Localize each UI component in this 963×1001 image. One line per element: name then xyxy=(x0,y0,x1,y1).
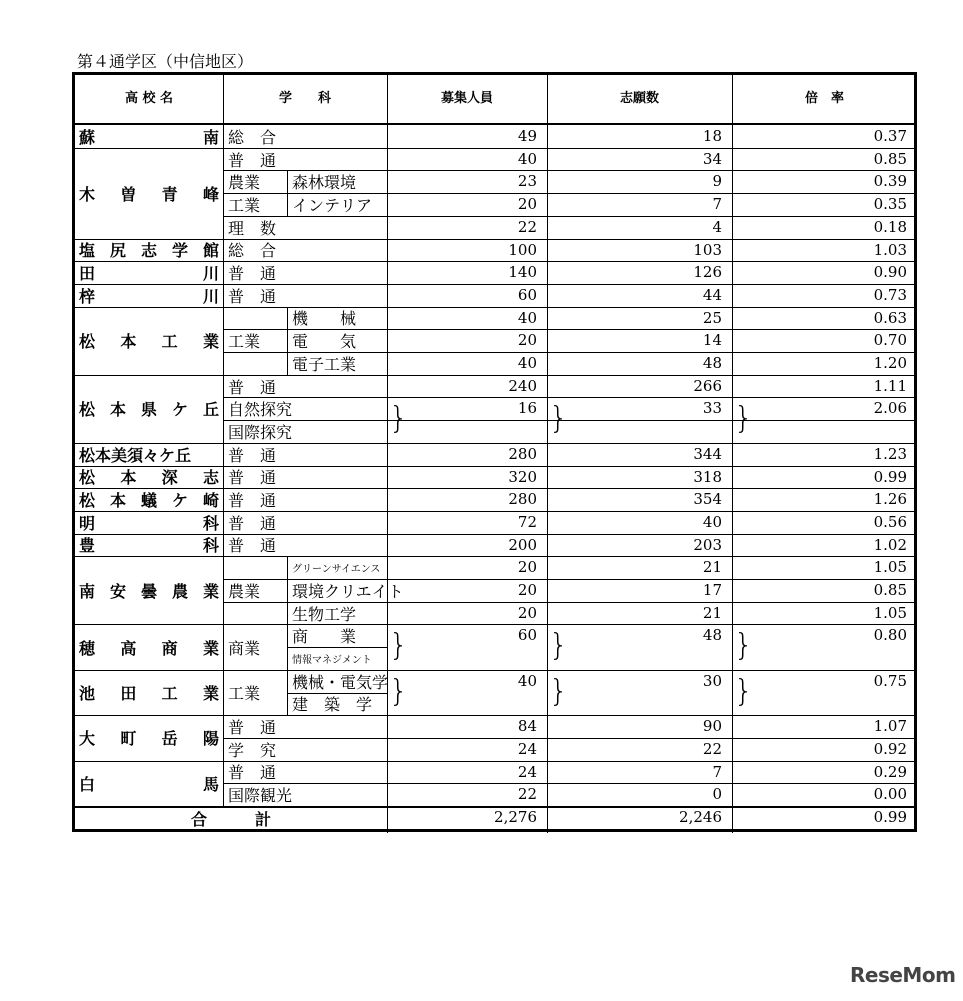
total-label: 合 計 xyxy=(190,809,271,829)
school-name-char: 馬 xyxy=(202,774,219,794)
header-school: 高 校 名 xyxy=(124,91,174,106)
value-cap: 40 xyxy=(517,308,537,327)
value-ratio: 0.75 xyxy=(873,671,907,690)
department: 国際観光 xyxy=(228,786,293,806)
value-cap: 40 xyxy=(517,354,537,372)
value-cap: 60 xyxy=(517,285,537,304)
school-name-char: 田 xyxy=(79,264,96,284)
header-dept: 学 科 xyxy=(278,91,331,106)
school-name-char: 業 xyxy=(202,683,219,703)
value-app: 48 xyxy=(702,354,722,372)
school-name-char: 峰 xyxy=(202,184,219,204)
value-app: 266 xyxy=(693,376,722,395)
value-app: 48 xyxy=(702,626,722,645)
department: 普 通 xyxy=(228,150,277,170)
column-divider xyxy=(287,602,288,625)
value-cap xyxy=(387,420,547,443)
value-cap: 20 xyxy=(517,195,537,214)
school-name-char: 本 xyxy=(109,491,126,511)
school-name-char: 業 xyxy=(202,638,219,658)
value-cap: 40 xyxy=(517,671,537,690)
school-name-char: 農 xyxy=(171,581,188,601)
department: 普 通 xyxy=(228,286,277,306)
school-name xyxy=(75,511,223,534)
value-app: 25 xyxy=(702,308,722,327)
value-cap: 23 xyxy=(517,172,537,191)
school-name-char: ケ xyxy=(171,491,188,511)
value-ratio: 0.73 xyxy=(873,285,907,304)
header-ratio: 倍 率 xyxy=(804,91,844,106)
column-divider xyxy=(287,624,288,669)
sub-department: 環境クリエイト xyxy=(292,581,404,601)
total-ratio: 0.99 xyxy=(873,808,907,826)
value-ratio: 1.23 xyxy=(873,444,907,463)
value-app: 90 xyxy=(702,717,722,736)
school-name-char: 梓 xyxy=(79,286,96,306)
department: 普 通 xyxy=(228,513,277,533)
department: 自然探究 xyxy=(228,400,293,420)
school-name-char: 町 xyxy=(120,729,137,749)
value-app: 4 xyxy=(712,217,722,236)
value-ratio: 1.20 xyxy=(873,354,907,372)
value-cap: 20 xyxy=(517,581,537,599)
value-app: 318 xyxy=(693,467,722,486)
value-app: 7 xyxy=(712,762,722,781)
admissions-table xyxy=(72,72,917,832)
value-ratio: 1.03 xyxy=(873,240,907,259)
value-cap: 20 xyxy=(517,603,537,622)
school-name-char: 安 xyxy=(109,581,126,601)
column-divider xyxy=(547,75,548,833)
value-cap: 84 xyxy=(517,717,537,736)
department: 普 通 xyxy=(228,264,277,284)
value-cap: 24 xyxy=(517,762,537,781)
value-cap: 280 xyxy=(508,490,537,509)
school-name-char: 蟻 xyxy=(140,491,157,511)
value-app2: 22 xyxy=(702,739,722,758)
column-divider xyxy=(287,556,288,579)
school-name xyxy=(75,488,223,511)
department: 商業 xyxy=(228,638,261,658)
column-divider xyxy=(223,75,224,806)
school-name-char: 曇 xyxy=(140,581,157,601)
school-name-char: 本 xyxy=(109,400,126,420)
value-ratio: 1.05 xyxy=(873,603,907,622)
column-divider xyxy=(287,670,288,715)
department: 普 通 xyxy=(228,468,277,488)
school-name-char: ケ xyxy=(171,400,188,420)
value-cap: 100 xyxy=(508,240,537,259)
value-app: 21 xyxy=(702,603,722,622)
department: 農業 xyxy=(228,173,261,193)
department: 工業 xyxy=(228,683,261,703)
value-ratio: 0.37 xyxy=(873,127,907,145)
value-ratio: 1.02 xyxy=(873,535,907,554)
school-name-char: 白 xyxy=(79,774,96,794)
department: 普 通 xyxy=(228,718,277,738)
value-app: 21 xyxy=(702,558,722,577)
value-ratio: 0.29 xyxy=(873,762,907,781)
school-name xyxy=(75,284,223,307)
brace-mark: } xyxy=(734,401,754,437)
value-ratio: 0.85 xyxy=(873,581,907,599)
value-cap: 200 xyxy=(508,535,537,554)
department: 普 通 xyxy=(228,377,277,397)
page-title: 第４通学区（中信地区） xyxy=(77,52,254,71)
value-ratio: 1.26 xyxy=(873,490,907,509)
column-divider xyxy=(387,75,388,833)
value-app xyxy=(547,420,732,443)
school-name-char: 池 xyxy=(79,683,96,703)
value-cap: 140 xyxy=(508,263,537,282)
sub-department: 機 械 xyxy=(292,309,357,329)
school-name-char: 南 xyxy=(202,127,219,147)
brace-mark: } xyxy=(389,673,409,709)
row-divider xyxy=(287,647,387,648)
value-ratio: 1.05 xyxy=(873,558,907,577)
value-app: 17 xyxy=(702,581,722,599)
value-app: 34 xyxy=(702,149,722,168)
value-ratio: 0.80 xyxy=(873,626,907,645)
department: 農業 xyxy=(228,581,261,601)
value-cap: 40 xyxy=(517,149,537,168)
school-name xyxy=(75,715,223,760)
value-ratio: 0.35 xyxy=(873,195,907,214)
value-app: 30 xyxy=(702,671,722,690)
value-app: 33 xyxy=(702,399,722,418)
school-name-char: 工 xyxy=(161,683,178,703)
brace-mark: } xyxy=(389,401,409,437)
sub-department: 商 業 xyxy=(292,627,357,647)
school-name-char: 蘇 xyxy=(79,127,96,147)
school-name-char: 崎 xyxy=(202,491,219,511)
sub-department: インテリア xyxy=(292,195,373,215)
value-ratio: 0.39 xyxy=(873,172,907,191)
column-divider xyxy=(732,75,733,833)
school-name xyxy=(75,761,223,806)
value-cap2: 24 xyxy=(517,739,537,758)
school-name-char: 大 xyxy=(79,729,96,749)
brace-mark: } xyxy=(549,628,569,664)
value-ratio: 2.06 xyxy=(873,399,907,418)
value-cap: 280 xyxy=(508,444,537,463)
column-divider xyxy=(287,307,288,330)
school-name-char: 業 xyxy=(202,581,219,601)
department: 普 通 xyxy=(228,491,277,511)
sub-department: グリーンサイエンス xyxy=(292,564,381,576)
school-name-char: 丘 xyxy=(202,400,219,420)
value-ratio: 0.70 xyxy=(873,331,907,350)
department: 総 合 xyxy=(228,127,277,147)
department: 総 合 xyxy=(228,241,277,261)
brace-mark: } xyxy=(734,673,754,709)
department: 普 通 xyxy=(228,763,277,783)
school-name xyxy=(75,239,223,262)
value-app: 7 xyxy=(712,195,722,214)
school-name-char: 田 xyxy=(120,683,137,703)
value-ratio2: 0.00 xyxy=(873,785,907,804)
header-capacity: 募集人員 xyxy=(440,91,493,106)
school-name-char: 本 xyxy=(120,468,137,488)
value-ratio: 0.56 xyxy=(873,512,907,531)
school-name-char: 松 xyxy=(79,468,96,488)
school-name-char: 木 xyxy=(79,184,96,204)
department: 普 通 xyxy=(228,536,277,556)
school-name-char: 工 xyxy=(161,332,178,352)
department: 理 数 xyxy=(228,218,277,238)
school-name-char: 高 xyxy=(120,638,137,658)
school-name-char: 川 xyxy=(202,286,219,306)
value-app: 18 xyxy=(702,127,722,145)
school-name-char: 曽 xyxy=(120,184,137,204)
school-name xyxy=(75,443,223,466)
brace-mark: } xyxy=(549,673,569,709)
brace-mark: } xyxy=(549,401,569,437)
value-ratio: 1.07 xyxy=(873,717,907,736)
column-divider xyxy=(287,170,288,193)
school-name xyxy=(75,307,223,375)
school-name xyxy=(75,466,223,489)
value-cap: 49 xyxy=(517,127,537,145)
value-app: 344 xyxy=(693,444,722,463)
school-name-char: 南 xyxy=(79,581,96,601)
school-name-char: 松 xyxy=(79,491,96,511)
school-name-char: 科 xyxy=(202,513,219,533)
value-ratio: 0.85 xyxy=(873,149,907,168)
school-name-char: 松 xyxy=(79,332,96,352)
value-app: 203 xyxy=(693,535,722,554)
value-app2: 0 xyxy=(712,785,722,804)
department: 工業 xyxy=(228,195,261,215)
school-name-char: 岳 xyxy=(161,729,178,749)
value-ratio: 0.90 xyxy=(873,263,907,282)
value-app: 40 xyxy=(702,512,722,531)
value-cap: 20 xyxy=(517,558,537,577)
value-cap: 60 xyxy=(517,626,537,645)
school-name-char: 松 xyxy=(79,400,96,420)
school-name xyxy=(75,125,223,148)
value-cap: 240 xyxy=(508,376,537,395)
school-name xyxy=(75,148,223,239)
school-name-char: 明 xyxy=(79,513,96,533)
school-name-char: 業 xyxy=(202,332,219,352)
value-ratio: 0.18 xyxy=(873,217,907,236)
school-name-char: 松本美須々ケ丘 xyxy=(79,445,192,465)
value-cap: 16 xyxy=(517,399,537,418)
school-name-char: 川 xyxy=(202,264,219,284)
school-name-char: 館 xyxy=(202,241,219,261)
column-divider xyxy=(287,352,288,375)
department: 工業 xyxy=(228,332,261,352)
sub-department: 建 築 学 xyxy=(292,695,373,715)
value-ratio2: 0.92 xyxy=(873,739,907,758)
row-divider xyxy=(287,693,387,694)
watermark-logo: ReseMom xyxy=(850,963,956,987)
brace-mark: } xyxy=(389,628,409,664)
school-name-char: 志 xyxy=(202,468,219,488)
value-cap2: 22 xyxy=(517,785,537,804)
total-app: 2,246 xyxy=(679,808,722,826)
school-name xyxy=(75,534,223,557)
school-name-char: 本 xyxy=(120,332,137,352)
sub-department: 電 気 xyxy=(292,332,357,352)
school-name xyxy=(75,261,223,284)
school-name-char: 塩 xyxy=(79,241,96,261)
total-cap: 2,276 xyxy=(494,808,537,826)
value-ratio: 1.11 xyxy=(873,376,907,395)
school-name xyxy=(75,624,223,669)
value-ratio: 0.63 xyxy=(873,308,907,327)
value-cap: 320 xyxy=(508,467,537,486)
header-applicants: 志願数 xyxy=(619,91,659,106)
value-app: 9 xyxy=(712,172,722,191)
school-name xyxy=(75,556,223,624)
value-cap: 20 xyxy=(517,331,537,350)
value-app: 126 xyxy=(693,263,722,282)
value-ratio xyxy=(732,420,917,443)
sub-department: 機械・電気学 xyxy=(292,672,389,692)
department: 国際探究 xyxy=(228,422,293,442)
column-divider xyxy=(287,193,288,216)
school-name-char: 陽 xyxy=(202,729,219,749)
value-app: 44 xyxy=(702,285,722,304)
sub-department: 情報マネジメント xyxy=(292,654,372,666)
sub-department: 電子工業 xyxy=(292,354,357,374)
school-name-char: 尻 xyxy=(109,241,126,261)
school-name-char: 志 xyxy=(140,241,157,261)
school-name-char: 県 xyxy=(140,400,157,420)
value-app: 14 xyxy=(702,331,722,350)
value-app: 103 xyxy=(693,240,722,259)
school-name-char: 学 xyxy=(171,241,188,261)
department: 学 究 xyxy=(228,740,277,760)
column-divider xyxy=(287,579,288,602)
value-cap: 22 xyxy=(517,217,537,236)
brace-mark: } xyxy=(734,628,754,664)
sub-department: 森林環境 xyxy=(292,173,357,193)
value-app: 354 xyxy=(693,490,722,509)
school-name-char: 商 xyxy=(161,638,178,658)
department: 普 通 xyxy=(228,445,277,465)
school-name-char: 青 xyxy=(161,184,178,204)
school-name-char: 豊 xyxy=(79,536,96,556)
school-name-char: 科 xyxy=(202,536,219,556)
sub-department: 生物工学 xyxy=(292,604,357,624)
value-ratio: 0.99 xyxy=(873,467,907,486)
school-name-char: 穂 xyxy=(79,638,96,658)
value-cap: 72 xyxy=(517,512,537,531)
column-divider xyxy=(287,329,288,352)
school-name xyxy=(75,670,223,715)
school-name xyxy=(75,375,223,443)
school-name-char: 深 xyxy=(161,468,178,488)
